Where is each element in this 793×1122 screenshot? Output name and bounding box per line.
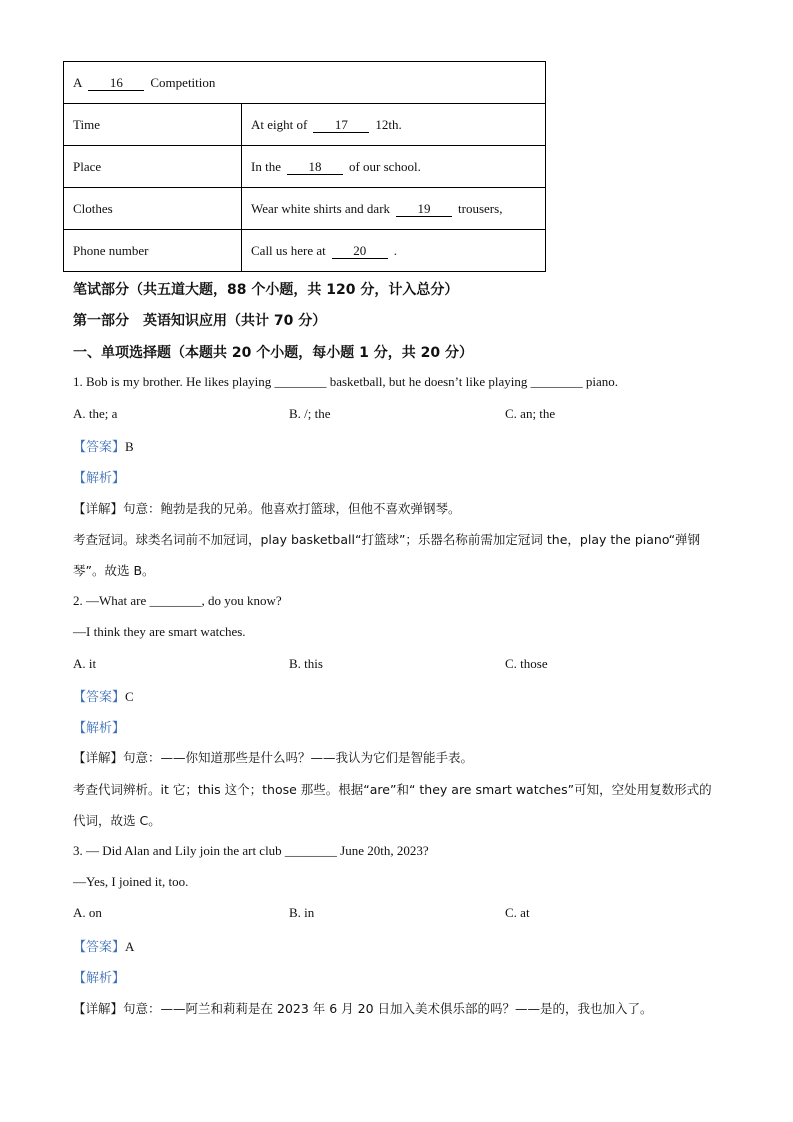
- analysis-label: 【解析】: [73, 471, 126, 486]
- competition-form-table: [63, 61, 546, 272]
- table-row: [64, 104, 546, 146]
- question-3-option-a: A. on: [73, 905, 102, 920]
- analysis-label: 【解析】: [73, 721, 126, 736]
- value-pre: In the: [251, 158, 281, 174]
- value-post: 12th.: [375, 116, 402, 132]
- value-pre: At eight of: [251, 116, 308, 132]
- table-row: [64, 146, 546, 188]
- question-2-explain-line-2: 代词，故选 C。: [73, 813, 161, 828]
- question-1-explain-line-2: 琴”。故选 B。: [73, 563, 155, 578]
- detail-text: 句意：——阿兰和莉莉是在 2023 年 6 月 20 日加入美术俱乐部的吗？——是的，我也加入了。: [123, 1001, 653, 1016]
- row-value-phone: [242, 230, 546, 272]
- row-value-clothes: [242, 188, 546, 230]
- question-3-detail: [73, 999, 653, 1017]
- question-2-explain-line-1: 考查代词辨析。it 它；this 这个；those 那些。根据“are”和“ they are smart watches”可知，空处用复数形式的: [73, 782, 712, 797]
- heading-written-part: 笔试部分（共五道大题，88 个小题，共 120 分，计入总分）: [73, 282, 459, 298]
- title-suffix: Competition: [150, 74, 216, 90]
- value-post: trousers,: [458, 200, 503, 216]
- detail-text: 句意：鲍勃是我的兄弟。他喜欢打篮球，但他不喜欢弹钢琴。: [123, 501, 461, 516]
- value-post: of our school.: [348, 158, 421, 174]
- blank-16: 16: [88, 76, 144, 91]
- question-3-answer: [73, 936, 134, 955]
- detail-label: 【详解】: [73, 501, 124, 516]
- question-1-option-a: A. the; a: [73, 406, 118, 421]
- row-label-place: Place: [64, 146, 242, 188]
- value-pre: Call us here at: [251, 242, 326, 258]
- question-1-stem: 1. Bob is my brother. He likes playing ________ basketball, but he doesn’t like playing ________ piano.: [73, 374, 618, 389]
- blank-20: 20: [332, 244, 388, 259]
- value-pre: Wear white shirts and dark: [251, 200, 391, 216]
- question-2-answer: [73, 686, 134, 705]
- question-1-explain-line-1: 考查冠词。球类名词前不加冠词，play basketball“打篮球”；乐器名称前需加定冠词 the，play the piano“弹钢: [73, 532, 701, 547]
- table-row: [64, 230, 546, 272]
- blank-19: 19: [396, 202, 452, 217]
- row-value-place: [242, 146, 546, 188]
- row-value-time: [242, 104, 546, 146]
- analysis-label: 【解析】: [73, 971, 126, 986]
- heading-part-one: 第一部分 英语知识应用（共计 70 分）: [73, 313, 327, 329]
- answer-label: 【答案】: [73, 440, 126, 455]
- table-title-row: [64, 62, 546, 104]
- value-post: .: [393, 242, 397, 258]
- table-title-cell: [64, 62, 546, 104]
- question-2-detail: [73, 748, 473, 766]
- question-3-stem: 3. — Did Alan and Lily join the art club ________ June 20th, 2023?: [73, 843, 429, 858]
- blank-17: 17: [313, 118, 369, 133]
- question-1-detail: [73, 499, 461, 517]
- title-prefix: A: [73, 74, 83, 90]
- question-1-option-c: C. an; the: [505, 406, 556, 421]
- answer-label: 【答案】: [73, 940, 126, 955]
- question-2-stem-reply: —I think they are smart watches.: [73, 624, 246, 639]
- question-3-option-b: B. in: [289, 905, 315, 920]
- question-2-option-c: C. those: [505, 656, 548, 671]
- heading-section-one: 一、单项选择题（本题共 20 个小题，每小题 1 分，共 20 分）: [73, 345, 473, 361]
- question-1-answer: [73, 436, 134, 455]
- detail-label: 【详解】: [73, 1001, 124, 1016]
- question-1-option-b: B. /; the: [289, 406, 331, 421]
- answer-value: C: [125, 689, 134, 704]
- answer-label: 【答案】: [73, 690, 126, 705]
- question-2-option-a: A. it: [73, 656, 97, 671]
- question-2-stem: 2. —What are ________, do you know?: [73, 593, 282, 608]
- question-2-option-b: B. this: [289, 656, 323, 671]
- answer-value: B: [125, 439, 134, 454]
- blank-18: 18: [287, 160, 343, 175]
- detail-label: 【详解】: [73, 750, 124, 765]
- table-row: [64, 188, 546, 230]
- question-3-stem-reply: —Yes, I joined it, too.: [73, 874, 189, 889]
- question-3-option-c: C. at: [505, 905, 530, 920]
- answer-value: A: [125, 939, 135, 954]
- row-label-phone: Phone number: [64, 230, 242, 272]
- row-label-time: Time: [64, 104, 242, 146]
- detail-text: 句意：——你知道那些是什么吗？——我认为它们是智能手表。: [123, 750, 474, 765]
- row-label-clothes: Clothes: [64, 188, 242, 230]
